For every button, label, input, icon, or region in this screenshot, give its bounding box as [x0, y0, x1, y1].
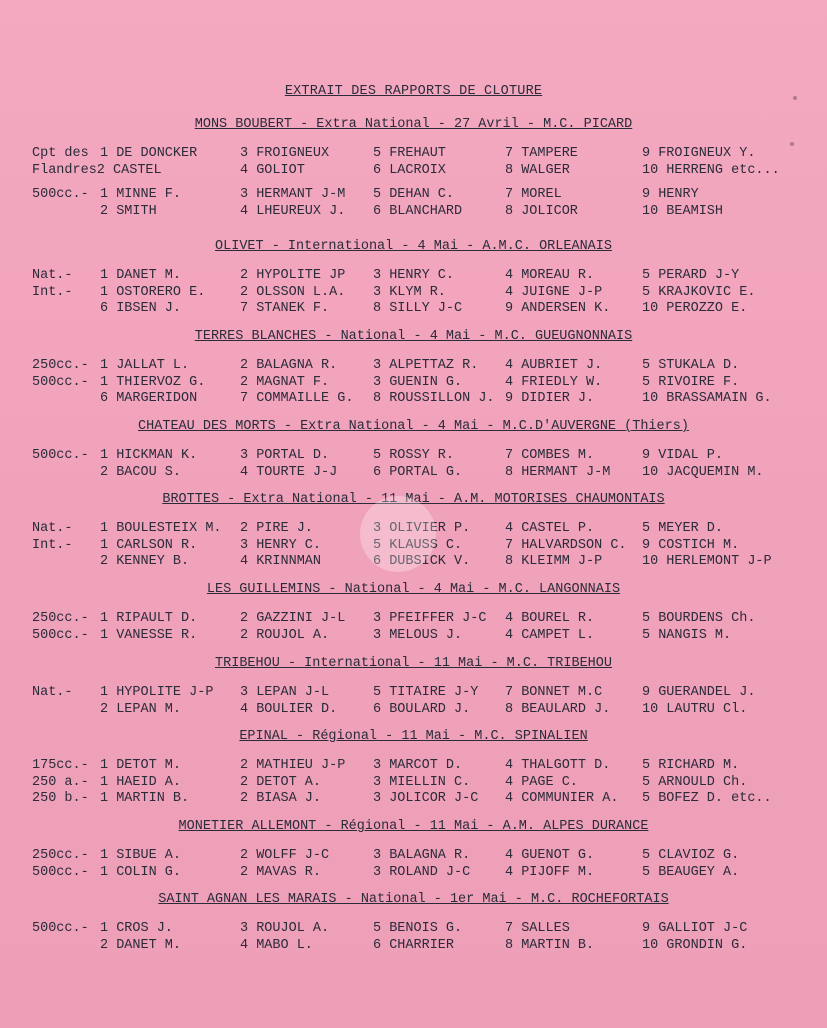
result-cell: 4 KRINNMAN	[240, 554, 322, 569]
result-cell: 2 OLSSON L.A.	[240, 284, 346, 300]
result-cell: 2 BIASA J.	[240, 791, 322, 806]
race-heading: OLIVET - International - 4 Mai - A.M.C. ORLEANAIS	[215, 239, 612, 254]
category-label: Int.-	[32, 284, 73, 300]
result-row	[0, 702, 827, 719]
result-row	[0, 465, 827, 482]
result-cell: 4 LHEUREUX J.	[240, 203, 346, 219]
result-cell: 7 SALLES	[505, 921, 570, 936]
result-cell: 2 DANET M.	[100, 937, 182, 953]
result-cell: 3 ALPETTAZ R.	[373, 358, 479, 373]
result-cell: 10 HERRENG etc...	[642, 162, 780, 178]
result-cell: 2 GAZZINI J-L	[240, 611, 346, 626]
category-label: Int.-	[32, 537, 73, 553]
result-cell: 10 HERLEMONT J-P	[642, 554, 772, 569]
result-cell: 2 BACOU S.	[100, 464, 182, 480]
category-label: Cpt des	[32, 146, 89, 161]
result-cell: 7 STANEK F.	[240, 301, 330, 316]
category-label: 250 a.-	[32, 774, 89, 790]
result-cell: 1 MARTIN B.	[100, 791, 190, 806]
result-cell: 5 STUKALA D.	[642, 358, 740, 373]
result-cell: 5 ROSSY R.	[373, 448, 455, 463]
result-cell: 8 KLEIMM J-P	[505, 554, 603, 569]
result-cell: 2 MAGNAT F.	[240, 374, 330, 390]
result-row	[0, 685, 827, 702]
result-cell: 3 KLYM R.	[373, 284, 446, 300]
race-heading: MONETIER ALLEMONT - Régional - 11 Mai - A.M. ALPES DURANCE	[178, 819, 649, 834]
result-row	[0, 791, 827, 808]
result-cell: 3 LEPAN J-L	[240, 685, 330, 700]
result-cell: 3 JOLICOR J-C	[373, 791, 479, 806]
race-section	[0, 653, 827, 718]
category-label: 250cc.-	[32, 611, 89, 626]
result-cell: 6 CHARRIER	[373, 937, 455, 953]
result-cell: 4 PAGE C.	[505, 774, 578, 790]
result-cell: 7 COMMAILLE G.	[240, 391, 354, 406]
result-cell: 5 KLAUSS C.	[373, 537, 463, 553]
result-cell: 1 VANESSE R.	[100, 627, 198, 643]
category-label: Nat.-	[32, 521, 73, 536]
result-cell: 2 DETOT A.	[240, 774, 322, 790]
race-heading: CHATEAU DES MORTS - Extra National - 4 Mai - M.C.D'AUVERGNE (Thiers)	[138, 419, 689, 434]
result-cell: 4 GOLIOT	[240, 162, 305, 178]
result-cell: 1 OSTORERO E.	[100, 284, 206, 300]
result-cell: 5 RIVOIRE F.	[642, 374, 740, 390]
result-cell: 8 MARTIN B.	[505, 937, 595, 953]
result-cell: 1 CARLSON R.	[100, 537, 198, 553]
result-cell: 3 GUENIN G.	[373, 374, 463, 390]
result-cell: 5 CLAVIOZ G.	[642, 848, 740, 863]
result-cell: 5 KRAJKOVIC E.	[642, 284, 756, 300]
result-row	[0, 448, 827, 465]
result-cell: 5 DEHAN C.	[373, 187, 455, 202]
result-cell: 4 MABO L.	[240, 937, 313, 953]
result-cell: 1 HICKMAN K.	[100, 448, 198, 463]
result-row	[0, 146, 827, 163]
result-row	[0, 865, 827, 882]
category-label: 250 b.-	[32, 791, 89, 806]
result-cell: 9 HENRY	[642, 187, 699, 202]
result-row	[0, 187, 827, 204]
result-cell: 5 MEYER D.	[642, 521, 724, 536]
result-cell: 6 DUBSICK V.	[373, 554, 471, 569]
result-cell: 9 COSTICH M.	[642, 537, 740, 553]
result-cell: 10 GRONDIN G.	[642, 937, 748, 953]
category-label: 175cc.-	[32, 758, 89, 773]
category-label: 500cc.-	[32, 864, 89, 880]
result-cell: 5 RICHARD M.	[642, 758, 740, 773]
result-row	[0, 163, 827, 180]
result-cell: 5 FREHAUT	[373, 146, 446, 161]
result-cell: 8 BEAULARD J.	[505, 701, 611, 717]
result-row	[0, 938, 827, 955]
category-label: 250cc.-	[32, 848, 89, 863]
result-cell: 5 ARNOULD Ch.	[642, 774, 748, 790]
result-cell: 4 TOURTE J-J	[240, 464, 338, 480]
result-cell: 8 ROUSSILLON J.	[373, 391, 495, 406]
result-cell: 3 MELOUS J.	[373, 627, 463, 643]
result-cell: 4 COMMUNIER A.	[505, 791, 619, 806]
race-heading: TERRES BLANCHES - National - 4 Mai - M.C. GUEUGNONNAIS	[194, 329, 633, 344]
result-cell: 7 COMBES M.	[505, 448, 595, 463]
result-cell: 4 FRIEDLY W.	[505, 374, 603, 390]
result-cell: 8 JOLICOR	[505, 203, 578, 219]
result-cell: 9 GUERANDEL J.	[642, 685, 756, 700]
result-cell: 10 LAUTRU Cl.	[642, 701, 748, 717]
result-cell: 1 DANET M.	[100, 268, 182, 283]
result-cell: 2 MATHIEU J-P	[240, 758, 346, 773]
watermark-stamp	[360, 496, 436, 572]
result-cell: 3 ROUJOL A.	[240, 921, 330, 936]
result-row	[0, 611, 827, 628]
result-cell: 3 PFEIFFER J-C	[373, 611, 487, 626]
race-heading: LES GUILLEMINS - National - 4 Mai - M.C. LANGONNAIS	[206, 582, 621, 597]
result-cell: 2 HYPOLITE JP	[240, 268, 346, 283]
result-cell: 8 SILLY J-C	[373, 301, 463, 316]
race-section	[0, 236, 827, 318]
result-cell: 5 BOFEZ D. etc..	[642, 791, 772, 806]
result-cell: 4 JUIGNE J-P	[505, 284, 603, 300]
result-row	[0, 375, 827, 392]
result-cell: 5 BENOIS G.	[373, 921, 463, 936]
result-cell: 4 MOREAU R.	[505, 268, 595, 283]
result-row	[0, 758, 827, 775]
result-row	[0, 391, 827, 408]
category-label: Nat.-	[32, 268, 73, 283]
result-cell: 9 GALLIOT J-C	[642, 921, 748, 936]
result-cell: 8 HERMANT J-M	[505, 464, 611, 480]
result-row	[0, 301, 827, 318]
result-cell: 9 VIDAL P.	[642, 448, 724, 463]
result-row	[0, 285, 827, 302]
result-row	[0, 268, 827, 285]
result-cell: 1 DE DONCKER	[100, 146, 198, 161]
race-heading: TRIBEHOU - International - 11 Mai - M.C. TRIBEHOU	[215, 656, 612, 671]
result-cell: 9 ANDERSEN K.	[505, 301, 611, 316]
result-row	[0, 628, 827, 645]
punch-mark	[793, 96, 797, 100]
race-section	[0, 889, 827, 954]
race-heading: SAINT AGNAN LES MARAIS - National - 1er Mai - M.C. ROCHEFORTAIS	[158, 892, 669, 907]
result-row	[0, 848, 827, 865]
result-cell: 4 THALGOTT D.	[505, 758, 611, 773]
race-section	[0, 114, 827, 220]
result-cell: 1 JALLAT L.	[100, 358, 190, 373]
result-cell: 2 SMITH	[100, 203, 157, 219]
race-section	[0, 726, 827, 808]
race-section	[0, 326, 827, 408]
result-cell: 2 BALAGNA R.	[240, 358, 338, 373]
result-cell: 4 GUENOT G.	[505, 848, 595, 863]
result-cell: 10 JACQUEMIN M.	[642, 464, 764, 480]
result-cell: 8 WALGER	[505, 162, 570, 178]
result-cell: 10 PEROZZO E.	[642, 301, 748, 316]
race-heading: BROTTES - Extra National - 11 Mai - A.M. MOTORISES CHAUMONTAIS	[162, 492, 665, 507]
punch-mark	[790, 142, 794, 146]
result-cell: 7 TAMPERE	[505, 146, 578, 161]
result-cell: 4 BOUREL R.	[505, 611, 595, 626]
result-cell: 1 BOULESTEIX M.	[100, 521, 222, 536]
category-label: 500cc.-	[32, 921, 89, 936]
result-cell: 3 HERMANT J-M	[240, 187, 346, 202]
document-title: EXTRAIT DES RAPPORTS DE CLOTURE	[284, 84, 543, 99]
category-label: 500cc.-	[32, 448, 89, 463]
result-cell: 1 DETOT M.	[100, 758, 182, 773]
result-cell: 6 MARGERIDON	[100, 391, 198, 406]
category-label: Flandres2 CASTEL	[32, 162, 162, 178]
race-heading: EPINAL - Régional - 11 Mai - M.C. SPINALIEN	[239, 729, 588, 744]
category-label: 250cc.-	[32, 358, 89, 373]
result-cell: 5 TITAIRE J-Y	[373, 685, 479, 700]
result-cell: 5 PERARD J-Y	[642, 268, 740, 283]
result-row	[0, 204, 827, 221]
result-cell: 6 IBSEN J.	[100, 301, 182, 316]
result-cell: 3 BALAGNA R.	[373, 848, 471, 863]
result-cell: 2 ROUJOL A.	[240, 627, 330, 643]
result-cell: 1 RIPAULT D.	[100, 611, 198, 626]
result-cell: 3 MIELLIN C.	[373, 774, 471, 790]
result-cell: 1 CROS J.	[100, 921, 173, 936]
result-cell: 6 LACROIX	[373, 162, 446, 178]
result-cell: 3 HENRY C.	[240, 537, 322, 553]
result-row	[0, 358, 827, 375]
category-label: 500cc.-	[32, 187, 89, 202]
result-cell: 1 THIERVOZ G.	[100, 374, 206, 390]
category-label: 500cc.-	[32, 374, 89, 390]
result-cell: 1 HAEID A.	[100, 774, 182, 790]
result-cell: 7 BONNET M.C	[505, 685, 603, 700]
race-section	[0, 579, 827, 644]
result-cell: 2 WOLFF J-C	[240, 848, 330, 863]
result-cell: 6 PORTAL G.	[373, 464, 463, 480]
result-cell: 4 CAMPET L.	[505, 627, 595, 643]
result-cell: 4 BOULIER D.	[240, 701, 338, 717]
result-cell: 3 ROLAND J-C	[373, 864, 471, 880]
category-label: Nat.-	[32, 685, 73, 700]
result-cell: 10 BEAMISH	[642, 203, 724, 219]
category-label: 500cc.-	[32, 627, 89, 643]
result-row	[0, 921, 827, 938]
result-cell: 5 BOURDENS Ch.	[642, 611, 756, 626]
result-cell: 6 BOULARD J.	[373, 701, 471, 717]
result-cell: 10 BRASSAMAIN G.	[642, 391, 772, 406]
result-cell: 3 PORTAL D.	[240, 448, 330, 463]
result-cell: 4 PIJOFF M.	[505, 864, 595, 880]
race-heading: MONS BOUBERT - Extra National - 27 Avril - M.C. PICARD	[194, 117, 633, 132]
result-cell: 3 FROIGNEUX	[240, 146, 330, 161]
result-cell: 9 DIDIER J.	[505, 391, 595, 406]
result-cell: 2 LEPAN M.	[100, 701, 182, 717]
result-cell: 3 HENRY C.	[373, 268, 455, 283]
result-row	[0, 775, 827, 792]
result-cell: 4 AUBRIET J.	[505, 358, 603, 373]
result-cell: 7 MOREL	[505, 187, 562, 202]
race-section	[0, 416, 827, 481]
result-cell: 2 KENNEY B.	[100, 554, 190, 569]
result-cell: 1 SIBUE A.	[100, 848, 182, 863]
result-cell: 1 MINNE F.	[100, 187, 182, 202]
result-cell: 9 FROIGNEUX Y.	[642, 146, 756, 161]
result-cell: 5 BEAUGEY A.	[642, 864, 740, 880]
race-section	[0, 816, 827, 881]
result-cell: 5 NANGIS M.	[642, 627, 732, 643]
result-cell: 4 CASTEL P.	[505, 521, 595, 536]
result-cell: 3 OLIVIER P.	[373, 521, 471, 536]
result-cell: 3 MARCOT D.	[373, 758, 463, 773]
result-cell: 2 MAVAS R.	[240, 864, 322, 880]
result-cell: 1 COLIN G.	[100, 864, 182, 880]
result-cell: 6 BLANCHARD	[373, 203, 463, 219]
result-cell: 2 PIRE J.	[240, 521, 313, 536]
result-cell: 7 HALVARDSON C.	[505, 537, 627, 553]
result-cell: 1 HYPOLITE J-P	[100, 685, 214, 700]
